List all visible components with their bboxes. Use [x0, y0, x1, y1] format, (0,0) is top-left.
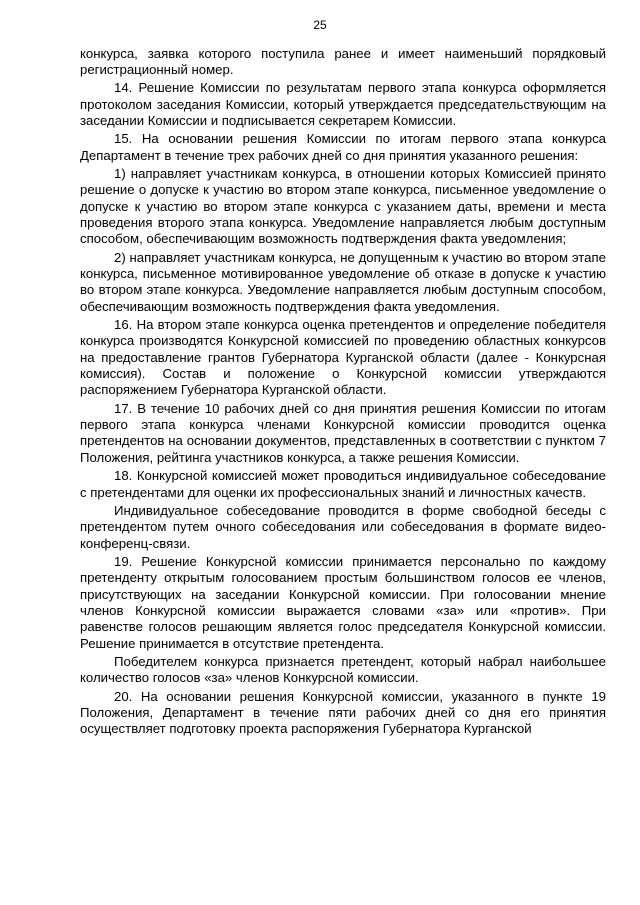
page-number: 25	[313, 18, 327, 32]
paragraph-19: 19. Решение Конкурсной комиссии принимается персонально по каждому претенденту открытым голосованием простым большинством голосов ее членов, присутствующих на заседании Конкурсной комиссии. При голосовании мнение членов Конкурсной комиссии выражается словами «за» или «против». При равенстве голосов решающим является голос председателя Конкурсной комиссии. Решение принимается в отсутствие претендента.	[80, 554, 606, 651]
paragraph-16: 16. На втором этапе конкурса оценка претендентов и определение победителя конкурса производятся Конкурсной комиссией по проведению областных конкурсов на предоставление грантов Губернатора Курганской области (далее - Конкурсная комиссия). Состав и положение о Конкурсной комиссии утверждаются распоряжением Губернатора Курганской области.	[80, 317, 606, 398]
paragraph-continuation: конкурса, заявка которого поступила ранее и имеет наименьший порядковый регистрационный номер.	[80, 45, 606, 77]
paragraph-14: 14. Решение Комиссии по результатам первого этапа конкурса оформляется протоколом заседания Комиссии, который утверждается председательствующим на заседании Комиссии и подписывается секретарем Комиссии.	[80, 80, 606, 128]
paragraph-18-interview: Индивидуальное собеседование проводится в форме свободной беседы с претендентом путем очного собеседования или собеседования в формате видео-конференц-связи.	[80, 503, 606, 551]
paragraph-19-winner: Победителем конкурса признается претендент, который набрал наибольшее количество голосов «за» членов Конкурсной комиссии.	[80, 654, 606, 686]
paragraph-15-item-1: 1) направляет участникам конкурса, в отношении которых Комиссией принято решение о допуске к участию во втором этапе конкурса, письменное уведомление о допуске к участию во втором этапе конкурса с указанием даты, времени и места проведения второго этапа конкурса. Уведомление направляется любым доступным способом, обеспечивающим возможность подтверждения факта уведомления;	[80, 166, 606, 247]
document-body	[80, 46, 606, 740]
paragraph-17: 17. В течение 10 рабочих дней со дня принятия решения Комиссии по итогам первого этапа конкурса членами Конкурсной комиссии проводится оценка претендентов на основании документов, представленных в соответствии с пунктом 7 Положения, рейтинга участников конкурса, а также решения Комиссии.	[80, 400, 606, 465]
paragraph-15: 15. На основании решения Комиссии по итогам первого этапа конкурса Департамент в течение трех рабочих дней со дня принятия указанного решения:	[80, 131, 606, 163]
paragraph-15-item-2: 2) направляет участникам конкурса, не допущенным к участию во втором этапе конкурса, письменное мотивированное уведомление об отказе в допуске к участию во втором этапе конкурса. Уведомление направляется любым доступным способом, обеспечивающим возможность подтверждения факта уведомления.	[80, 249, 606, 314]
paragraph-18: 18. Конкурсной комиссией может проводиться индивидуальное собеседование с претендентами для оценки их профессиональных знаний и личностных качеств.	[80, 468, 606, 500]
paragraph-20: 20. На основании решения Конкурсной комиссии, указанного в пункте 19 Положения, Департамент в течение пяти рабочих дней со дня его принятия осуществляет подготовку проекта распоряжения Губернатора Курганской	[80, 688, 606, 737]
